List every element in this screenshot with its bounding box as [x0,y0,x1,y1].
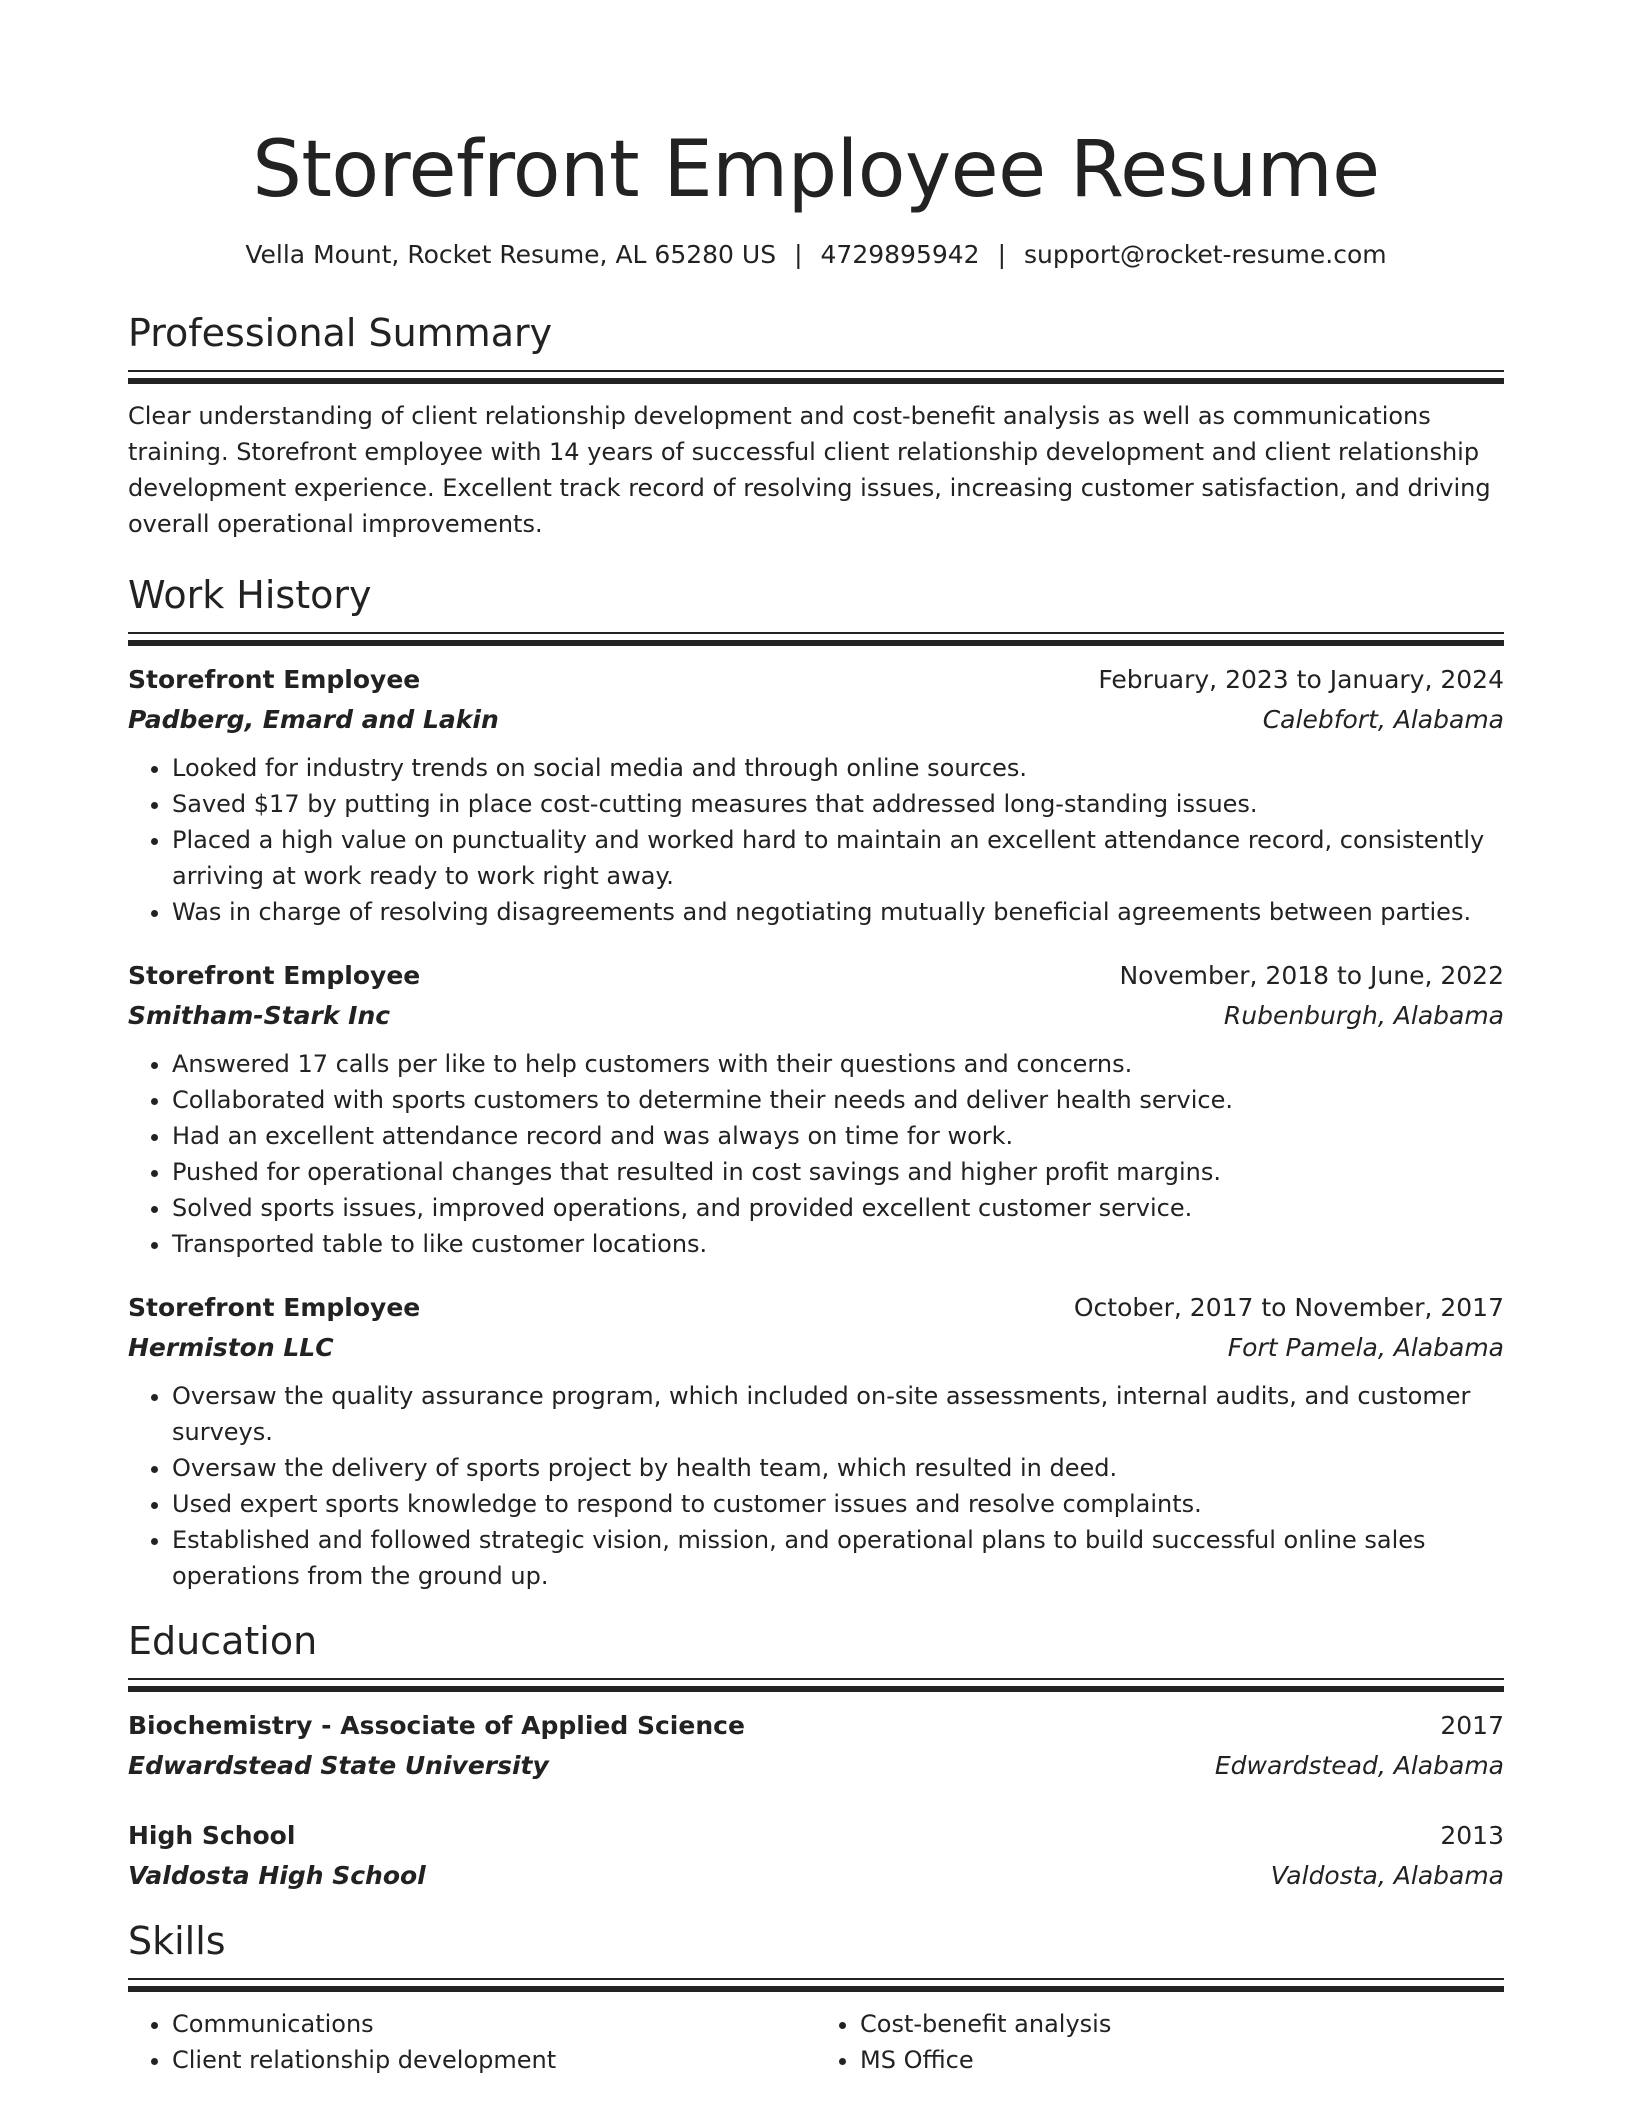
list-item: • Placed a high value on punctuality and worked hard to maintain an excellent attendance record, consistently arriving at work ready to work right away. [172,822,1504,894]
section-heading-summary: Professional Summary [128,311,553,355]
list-item: • Was in charge of resolving disagreements and negotiating mutually beneficial agreements between parties. [172,894,1504,930]
school-location: Valdosta, Alabama [1270,1861,1504,1890]
section-divider [128,1978,1504,1992]
job-duties [128,750,1504,930]
job-location: Rubenburgh, Alabama [1223,1001,1504,1030]
school-name: Valdosta High School [128,1861,426,1890]
list-item: • Oversaw the delivery of sports project by health team, which resulted in deed. [172,1450,1504,1486]
list-item: • Answered 17 calls per like to help customers with their questions and concerns. [172,1046,1504,1082]
company-name: Smitham-Stark Inc [128,1001,391,1030]
job-title: Storefront Employee [128,665,421,694]
contact-email: support@rocket-resume.com [1024,240,1387,269]
contact-separator: | [997,240,1007,269]
education-header [128,1816,1504,1856]
company-name: Padberg, Emard and Lakin [128,705,499,734]
section-heading-work-history: Work History [128,573,372,617]
job-header [128,1288,1504,1328]
job-title: Storefront Employee [128,961,421,990]
resume-title: Storefront Employee Resume [252,125,1380,215]
list-item: • Solved sports issues, improved operations, and provided excellent customer service. [172,1190,1504,1226]
job-duties [128,1046,1504,1262]
education-entry [128,1816,1504,1896]
list-item: • Saved $17 by putting in place cost-cutting measures that addressed long-standing issues. [172,786,1504,822]
education-section [128,1618,1504,1896]
degree-name: High School [128,1821,296,1850]
job-entry [128,660,1504,930]
job-title: Storefront Employee [128,1293,421,1322]
list-item: • Looked for industry trends on social media and through online sources. [172,750,1504,786]
list-item: • Had an excellent attendance record and was always on time for work. [172,1118,1504,1154]
job-entry [128,1288,1504,1594]
education-header [128,1706,1504,1746]
job-header [128,956,1504,996]
job-entry [128,956,1504,1262]
contact-separator: | [794,240,803,269]
skills-list-left [128,2006,816,2078]
graduation-year: 2013 [1440,1821,1504,1850]
skills-section [128,1918,1504,2078]
section-divider [128,632,1504,646]
list-item: • Oversaw the quality assurance program, which included on-site assessments, internal audits, and customer surveys. [172,1378,1504,1450]
list-item: • Collaborated with sports customers to determine their needs and deliver health service. [172,1082,1504,1118]
list-item: • Established and followed strategic vision, mission, and operational plans to build successful online sales operations from the ground up. [172,1522,1504,1594]
contact-phone: 4729895942 [820,240,980,269]
contact-address: Vella Mount, Rocket Resume, AL 65280 US [245,240,777,269]
job-subheader [128,996,1504,1036]
section-heading-skills: Skills [128,1919,226,1963]
job-dates: November, 2018 to June, 2022 [1119,961,1504,990]
job-location: Calebfort, Alabama [1262,705,1504,734]
job-duties [128,1378,1504,1594]
section-heading-education: Education [128,1619,318,1663]
job-subheader [128,700,1504,740]
section-divider [128,1678,1504,1692]
school-location: Edwardstead, Alabama [1214,1751,1504,1780]
list-item: • Pushed for operational changes that resulted in cost savings and higher profit margins. [172,1154,1504,1190]
education-entry [128,1706,1504,1786]
contact-line [128,238,1504,272]
job-location: Fort Pamela, Alabama [1227,1333,1504,1362]
skills-list-right [816,2006,1504,2078]
skill-item: • MS Office [860,2042,1504,2078]
section-divider [128,370,1504,384]
summary-section [128,310,1504,542]
skill-item: • Communications [172,2006,816,2042]
work-history-section [128,572,1504,1594]
job-header [128,660,1504,700]
education-subheader [128,1746,1504,1786]
graduation-year: 2017 [1440,1711,1504,1740]
school-name: Edwardstead State University [128,1751,549,1780]
education-subheader [128,1856,1504,1896]
company-name: Hermiston LLC [128,1333,334,1362]
degree-name: Biochemistry - Associate of Applied Science [128,1711,745,1740]
job-dates: February, 2023 to January, 2024 [1098,665,1504,694]
list-item: • Transported table to like customer locations. [172,1226,1504,1262]
job-subheader [128,1328,1504,1368]
skill-item: • Client relationship development [172,2042,816,2078]
skills-columns [128,2006,1504,2078]
list-item: • Used expert sports knowledge to respond to customer issues and resolve complaints. [172,1486,1504,1522]
summary-text: Clear understanding of client relationship development and cost-benefit analysis as well as communications training. Storefront employee with 14 years of successful client relationship development and client relationship development experience. Excellent track record of resolving issues, increasing customer satisfaction, and driving overall operational improvements. [128,402,1491,538]
job-dates: October, 2017 to November, 2017 [1073,1293,1504,1322]
skill-item: • Cost-benefit analysis [860,2006,1504,2042]
